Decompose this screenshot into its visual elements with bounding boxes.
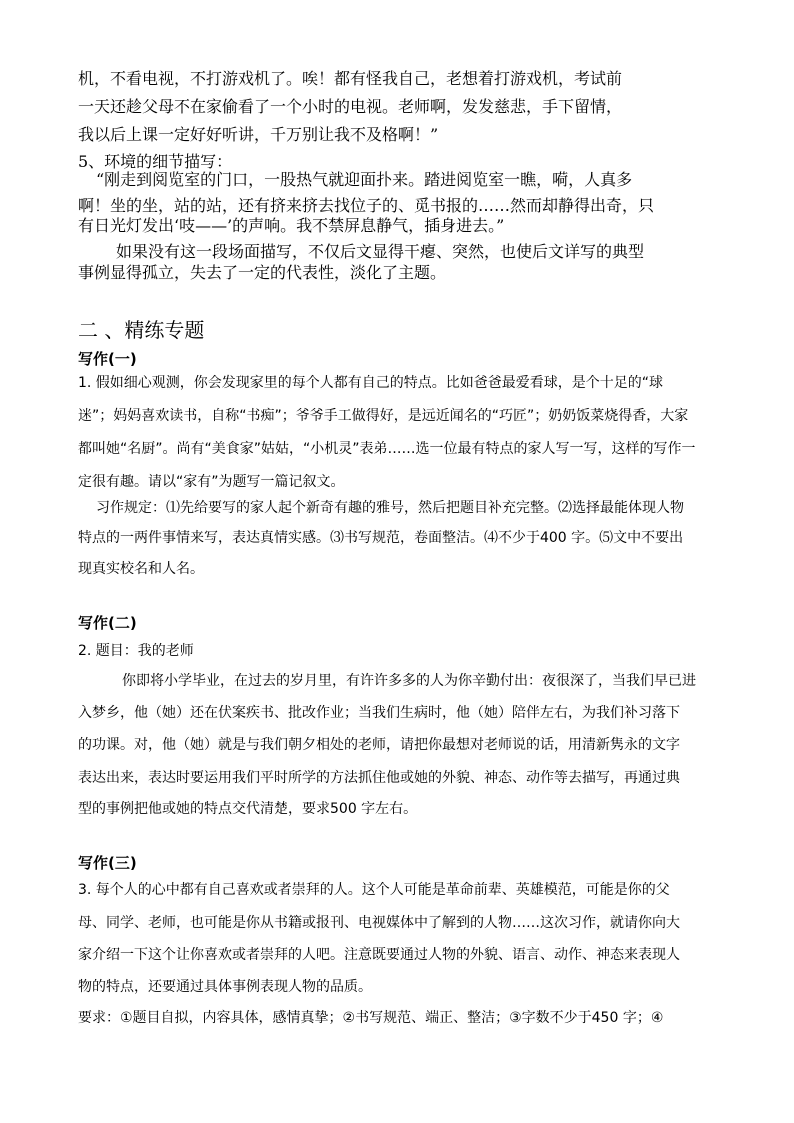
writing-3-line: 要求：①题目自拟，内容具体，感情真挚；②书写规范、端正、整洁；③字数不少于450 字；④ xyxy=(78,1010,664,1026)
top-text-line: 如果没有这一段场面描写，不仅后文显得干瘪、突然，也使后文详写的典型 xyxy=(116,242,645,261)
writing-3-heading: 写作(三) xyxy=(78,854,137,872)
writing-1-line: 1. 假如细心观测，你会发现家里的每个人都有自己的特点。比如爸爸最爱看球，是个十足的“球 xyxy=(78,375,664,391)
writing-1-line: 都叫她“名厨”。尚有“美食家”姑姑，“小机灵”表弟……选一位最有特点的家人写一写，这样的写作一 xyxy=(78,441,696,457)
writing-1-line: 特点的一两件事情来写，表达真情实感。⑶书写规范，卷面整洁。⑷不少于400 字。⑸文中不要出 xyxy=(78,530,684,546)
writing-1-line: 习作规定：⑴先给要写的家人起个新奇有趣的雅号，然后把题目补充完整。⑵选择最能体现人物 xyxy=(96,500,684,516)
writing-3-line: 母、同学、老师，也可能是你从书籍或报刊、电视媒体中了解到的人物……这次习作，就请你向大 xyxy=(78,915,680,931)
writing-2-line: 型的事例把他或她的特点交代清楚，要求500 字左右。 xyxy=(78,801,418,817)
top-text-line: 啊！坐的坐，站的站，还有挤来挤去找位子的、觅书报的……然而却静得出奇，只 xyxy=(78,196,655,215)
section-title: 二 、精练专题 xyxy=(78,318,205,342)
writing-1-line: 现真实校名和人名。 xyxy=(78,561,204,577)
writing-2-line: 的功课。对，他（她）就是与我们朝夕相处的老师，请把你最想对老师说的话，用清新隽永的文字 xyxy=(78,737,680,753)
top-text-line: 事例显得孤立，失去了一定的代表性，淡化了主题。 xyxy=(78,263,447,282)
top-text-line: 我以后上课一定好好听讲，千万别让我不及格啊！” xyxy=(78,125,439,144)
top-text-line: 机，不看电视，不打游戏机了。唉！都有怪我自己，老想着打游戏机，考试前 xyxy=(78,69,623,88)
top-text-line: “刚走到阅览室的门口，一股热气就迎面扑来。踏进阅览室一瞧，嗬，人真多 xyxy=(96,170,633,189)
writing-2-line: 入梦乡，他（她）还在伏案疾书、批改作业；当我们生病时，他（她）陪伴左右，为我们补习落下 xyxy=(78,705,680,721)
section-5-heading: 5、环境的细节描写： xyxy=(78,152,233,171)
writing-3-line: 物的特点，还要通过具体事例表现人物的品质。 xyxy=(78,979,372,995)
top-text-line: 一天还趁父母不在家偷看了一个小时的电视。老师啊，发发慈悲，手下留情， xyxy=(78,97,623,116)
writing-2-heading: 写作(二) xyxy=(78,614,137,632)
writing-1-line: 定很有趣。请以“家有”为题写一篇记叙文。 xyxy=(78,474,345,490)
writing-1-heading: 写作(一) xyxy=(78,350,137,368)
writing-2-line: 表达出来，表达时要运用我们平时所学的方法抓住他或她的外貌、神态、动作等去描写，再通过典 xyxy=(78,770,680,786)
top-text-line: 有日光灯发出‘吱——’的声响。我不禁屏息静气，插身进去。” xyxy=(78,216,505,235)
writing-3-line: 家介绍一下这个让你喜欢或者崇拜的人吧。注意既要通过人物的外貌、语言、动作、神态来表现人 xyxy=(78,947,680,963)
writing-3-line: 3. 每个人的心中都有自己喜欢或者崇拜的人。这个人可能是革命前辈、英雄模范，可能是你的父 xyxy=(78,882,670,898)
writing-2-line: 你即将小学毕业，在过去的岁月里，有许许多多的人为你辛勤付出：夜很深了，当我们早已进 xyxy=(122,673,696,689)
writing-2-line: 2. 题目：我的老师 xyxy=(78,643,194,659)
writing-1-line: 迷”；妈妈喜欢读书，自称“书痴”；爷爷手工做得好，是远近闻名的“巧匠”；奶奶饭菜烧得香，大家 xyxy=(78,408,689,424)
